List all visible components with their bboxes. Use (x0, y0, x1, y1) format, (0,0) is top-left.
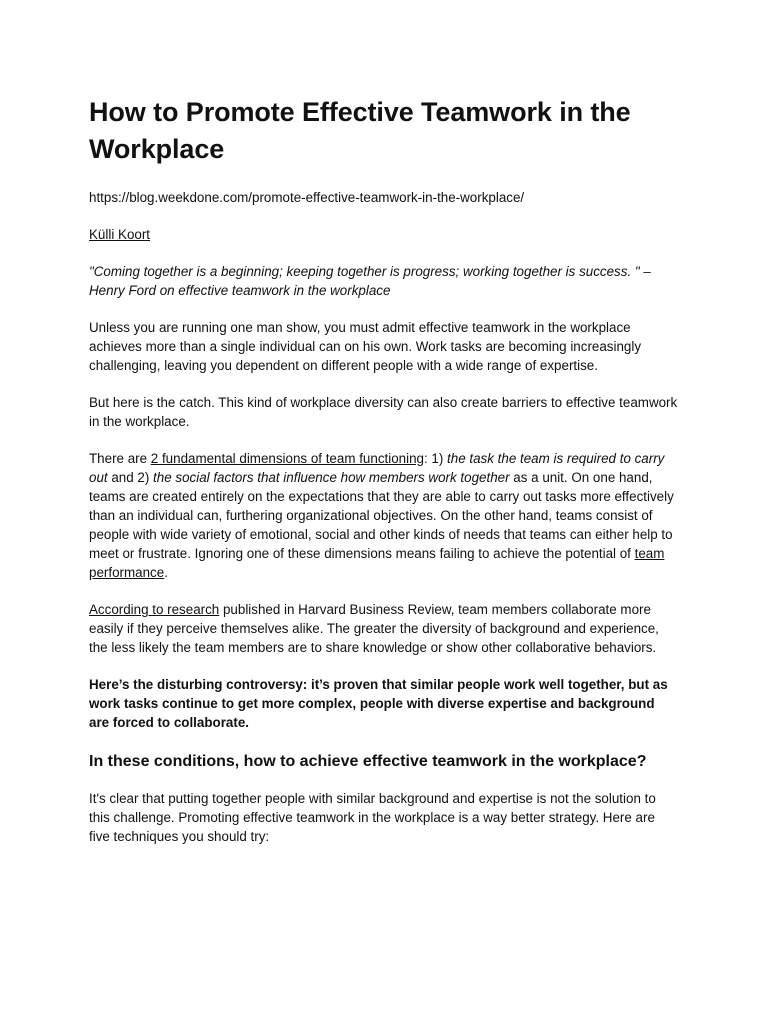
paragraph-controversy: Here’s the disturbing controversy: it’s proven that similar people work well together, but as work tasks continue to get more complex, people with diverse expertise and background are forced to collaborate. (89, 677, 668, 730)
link-team-functioning[interactable]: 2 fundamental dimensions of team functioning (150, 451, 424, 466)
text-segment: : 1) (423, 451, 448, 466)
paragraph-catch: But here is the catch. This kind of workplace diversity can also create barriers to effective teamwork in the workplace. (89, 395, 678, 429)
text-segment: There are (89, 451, 151, 466)
link-team-performance[interactable]: team performance (89, 546, 665, 580)
text-segment: and 2) (107, 470, 154, 485)
text-segment: published in Harvard Business Review, team members collaborate more easily if they perceive themselves alike. The greater the diversity of background and experience, the less likely the team members are to share knowledge or show other collaborative behaviors. (89, 602, 659, 655)
paragraph-dimensions (89, 449, 678, 582)
paragraph-intro: Unless you are running one man show, you must admit effective teamwork in the workplace achieves more than a single individual can on his own. Work tasks are becoming increasingly challenging, leaving you dependent on different people with a wide range of expertise. (89, 320, 642, 373)
section-heading: In these conditions, how to achieve effective teamwork in the workplace? (89, 753, 647, 770)
link-research[interactable]: According to research (89, 602, 220, 617)
source-url: https://blog.weekdone.com/promote-effective-teamwork-in-the-workplace/ (89, 190, 525, 205)
paragraph-research (89, 600, 678, 657)
text-segment: as a unit. On one hand, teams are created entirely on the expectations that they are able to carry out tasks more effectively than an individual can, furthering organizational objectives. On the other hand, teams consist of people with wide variety of emotional, social and other kinds of needs that teams can either help to meet or frustrate. Ignoring one of these dimensions means failing to achieve the potential of (89, 470, 674, 561)
quote-paragraph: "Coming together is a beginning; keeping together is progress; working together is success. " – Henry Ford on effective teamwork in the workplace (89, 264, 651, 298)
author-paragraph (89, 225, 678, 244)
emphasis-social: the social factors that influence how members work together (153, 470, 510, 485)
page-title: How to Promote Effective Teamwork in the Workplace (89, 97, 631, 164)
emphasis-task: the task the team is required to carry out (89, 451, 665, 485)
text-segment: . (164, 565, 168, 580)
paragraph-techniques: It's clear that putting together people with similar background and expertise is not the solution to this challenge. Promoting effective teamwork in the workplace is a way better strategy. Here are five techniques you should try: (89, 791, 656, 844)
author-link[interactable]: Külli Koort (89, 227, 151, 242)
